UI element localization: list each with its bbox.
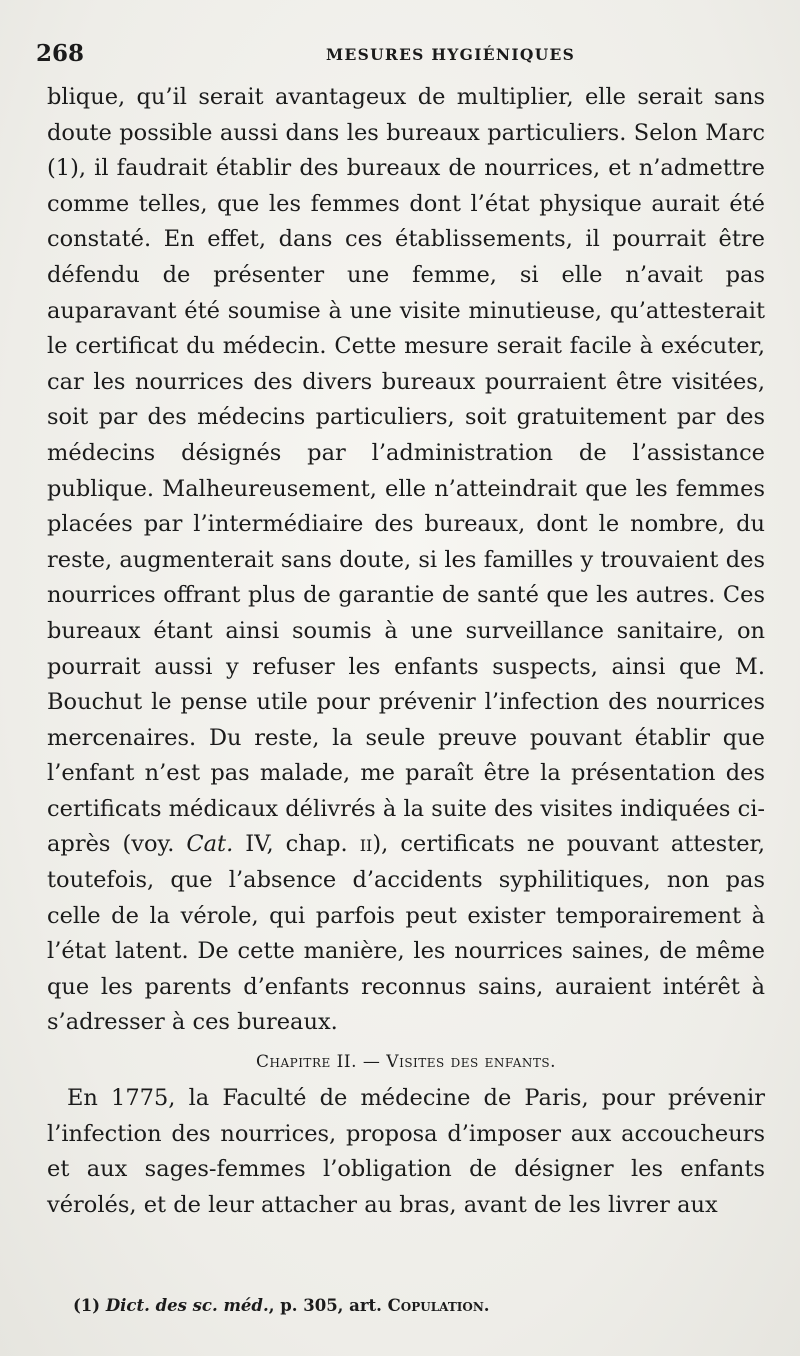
footnote-reference: (1) [47,155,79,182]
chapter-label: Chapitre II. [255,1052,357,1073]
footnote-article: Copulation. [387,1296,490,1315]
chapter-separator: — [356,1052,387,1073]
page-number: 268 [36,40,85,67]
paragraph-2: En 1775, la Faculté de médecine de Paris, pour prévenir l’infection des nourrices, proposa d’imposer aux accoucheurs et aux sages-femmes l’obligation de désigner les enfants vérolés, et de leur attacher au bras, avant de les livrer aux [47,1085,765,1218]
paragraph-1-lead: blique, qu’il serait avantageux de multiplier, elle serait sans doute possible aussi dans les bureaux particuliers. Selon Marc [47,84,765,146]
running-title: MESURES HYGIÉNIQUES [326,45,576,64]
body-text [47,80,765,1223]
footnote-source: Dict. des sc. méd. [105,1296,269,1315]
footnote-marker: (1) [73,1296,106,1315]
page-header [36,40,766,74]
footnote [73,1296,763,1315]
paragraph-1-closing: ), certificats ne pouvant attester, toutefois, que l’absence d’accidents syphilitiques, non pas celle de la vérole, qui parfois peut exister temporairement à l’état latent. De cette manière, les nourrices saines, de même que les parents d’enfants reconnus sains, auraient intérêt à s’adresser à ces bureaux. [47,831,765,1036]
reference-tail: IV, chap. [233,831,360,858]
chapter-title: Visites des enfants. [386,1052,557,1073]
catalog-reference: Cat. [186,831,234,858]
paragraph-1-rest: , il faudrait établir des bureaux de nourrices, et n’admettre comme telles, que les femmes dont l’état physique aurait été constaté. En effet, dans ces établissements, il pourrait être défendu de présenter une femme, si elle n’avait pas auparavant été soumise à une visite minutieuse, qu’attesterait le certificat du médecin. Cette mesure serait facile à exécuter, car les nourrices des divers bureaux pourraient être visitées, soit par des médecins particuliers, soit gratuitement par des médecins désignés par l’administration de l’assistance publique. Malheureusement, elle n’atteindrait que les femmes placées par l’intermédiaire des bureaux, dont le nombre, du reste, augmenterait sans doute, si les familles y trouvaient des nourrices offrant plus de garantie de santé que les autres. Ces bureaux étant ainsi soumis à une surveillance sanitaire, on pourrait aussi y refuser les enfants suspects, ainsi que M. Bouchut le pense utile pour prévenir l’infection des nourrices mercenaires. Du reste, la seule preuve pouvant établir que l’enfant n’est pas malade, me paraît être la présentation des certificats médicaux délivrés à la suite des visites indiquées ci-après (voy. [47,155,765,858]
footnote-middle: , p. 305, art. [268,1296,388,1315]
chapter-heading [47,1047,765,1077]
reference-chapter: ii [359,831,373,858]
paragraph-continued [47,80,765,1041]
